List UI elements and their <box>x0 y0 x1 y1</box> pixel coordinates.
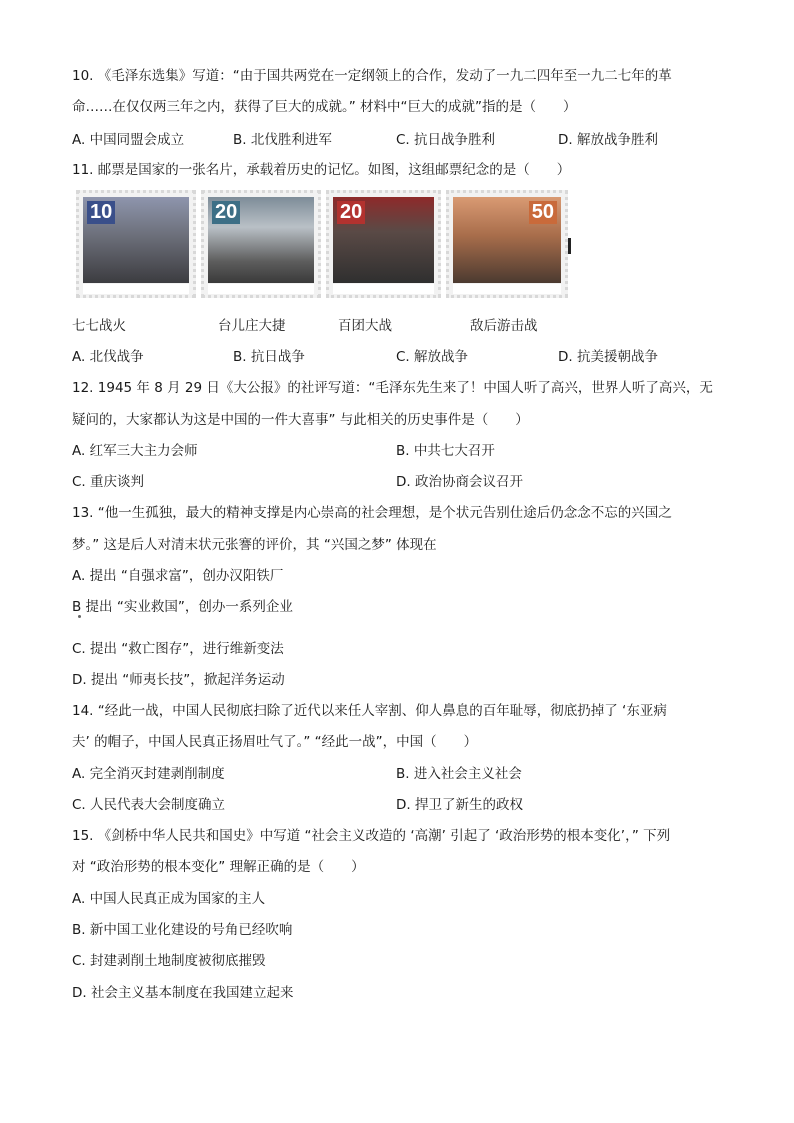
q13-stem-line2: 梦。” 这是后人对清末状元张謇的评价，其 “兴国之梦” 体现在 <box>72 537 437 553</box>
stamp-1 <box>76 190 196 298</box>
stamp-4-value: 50 <box>529 201 557 224</box>
q13-option-a[interactable]: A. 提出 “自强求富”，创办汉阳铁厂 <box>72 568 284 584</box>
q12-stem-line1: 12. 1945 年 8 月 29 日《大公报》的社评写道：“毛泽东先生来了！中国人听了高兴，世界人听了高兴，无 <box>72 380 713 396</box>
stamp-3 <box>326 190 441 298</box>
image-edge-mark <box>568 238 571 254</box>
q11-stem-line1: 11. 邮票是国家的一张名片，承载着历史的记忆。如图，这组邮票纪念的是（ ） <box>72 162 571 178</box>
q15-option-d[interactable]: D. 社会主义基本制度在我国建立起来 <box>72 985 294 1001</box>
stamp-3-value: 20 <box>337 201 365 224</box>
stamp-caption-2: 台儿庄大捷 <box>218 318 286 334</box>
q13-option-c[interactable]: C. 提出 “救亡图存”，进行维新变法 <box>72 641 284 657</box>
q14-option-d[interactable]: D. 捍卫了新生的政权 <box>396 797 523 813</box>
stamp-4 <box>446 190 568 298</box>
q11-option-c[interactable]: C. 解放战争 <box>396 349 469 365</box>
q15-stem-line1: 15. 《剑桥中华人民共和国史》中写道 “社会主义改造的 ‘高潮’ 引起了 ‘政治形势的根本变化’，” 下列 <box>72 828 671 844</box>
stamp-caption-4: 敌后游击战 <box>470 318 538 334</box>
q13-stem-line1: 13. “他一生孤独，最大的精神支撑是内心崇高的社会理想，是个状元告别仕途后仍念念不忘的兴国之 <box>72 505 672 521</box>
q12-stem-line2: 疑问的，大家都认为这是中国的一件大喜事” 与此相关的历史事件是（ ） <box>72 412 529 428</box>
q14-option-b[interactable]: B. 进入社会主义社会 <box>396 766 522 782</box>
q15-option-a[interactable]: A. 中国人民真正成为国家的主人 <box>72 891 266 907</box>
stamp-set-image <box>76 190 570 302</box>
q10-option-a[interactable]: A. 中国同盟会成立 <box>72 132 185 148</box>
q14-option-a[interactable]: A. 完全消灭封建剥削制度 <box>72 766 225 782</box>
q14-stem-line1: 14. “经此一战，中国人民彻底扫除了近代以来任人宰割、仰人鼻息的百年耻辱，彻底扔掉了 ‘东亚病 <box>72 703 667 719</box>
q10-option-c[interactable]: C. 抗日战争胜利 <box>396 132 496 148</box>
stamp-caption-1: 七七战火 <box>72 318 126 334</box>
q12-option-b[interactable]: B. 中共七大召开 <box>396 443 495 459</box>
q11-option-b[interactable]: B. 抗日战争 <box>233 349 305 365</box>
q14-stem-line2: 夫’ 的帽子，中国人民真正扬眉吐气了。” “经此一战”，中国（ ） <box>72 734 478 750</box>
q10-stem-line2: 命……在仅仅两三年之内，获得了巨大的成就。” 材料中“巨大的成就”指的是（ ） <box>72 99 577 115</box>
q15-option-b[interactable]: B. 新中国工业化建设的号角已经吹响 <box>72 922 293 938</box>
q10-stem-line1: 10. 《毛泽东选集》写道：“由于国共两党在一定纲领上的合作，发动了一九二四年至一九二七年的革 <box>72 68 672 84</box>
stamp-caption-3: 百团大战 <box>338 318 392 334</box>
q14-option-c[interactable]: C. 人民代表大会制度确立 <box>72 797 226 813</box>
stamp-2-value: 20 <box>212 201 240 224</box>
q10-option-d[interactable]: D. 解放战争胜利 <box>558 132 658 148</box>
q15-stem-line2: 对 “政治形势的根本变化” 理解正确的是（ ） <box>72 859 365 875</box>
stray-dot <box>78 615 81 618</box>
q12-option-a[interactable]: A. 红军三大主力会师 <box>72 443 198 459</box>
q15-option-c[interactable]: C. 封建剥削土地制度被彻底摧毁 <box>72 953 266 969</box>
stamp-2 <box>201 190 321 298</box>
q12-option-d[interactable]: D. 政治协商会议召开 <box>396 474 523 490</box>
q10-option-b[interactable]: B. 北伐胜利进军 <box>233 132 332 148</box>
q12-option-c[interactable]: C. 重庆谈判 <box>72 474 145 490</box>
q11-option-a[interactable]: A. 北伐战争 <box>72 349 144 365</box>
q11-option-d[interactable]: D. 抗美援朝战争 <box>558 349 658 365</box>
stamp-1-value: 10 <box>87 201 115 224</box>
q13-option-d[interactable]: D. 提出 “师夷长技”，掀起洋务运动 <box>72 672 285 688</box>
q13-option-b[interactable]: B 提出 “实业救国”，创办一系列企业 <box>72 599 293 615</box>
